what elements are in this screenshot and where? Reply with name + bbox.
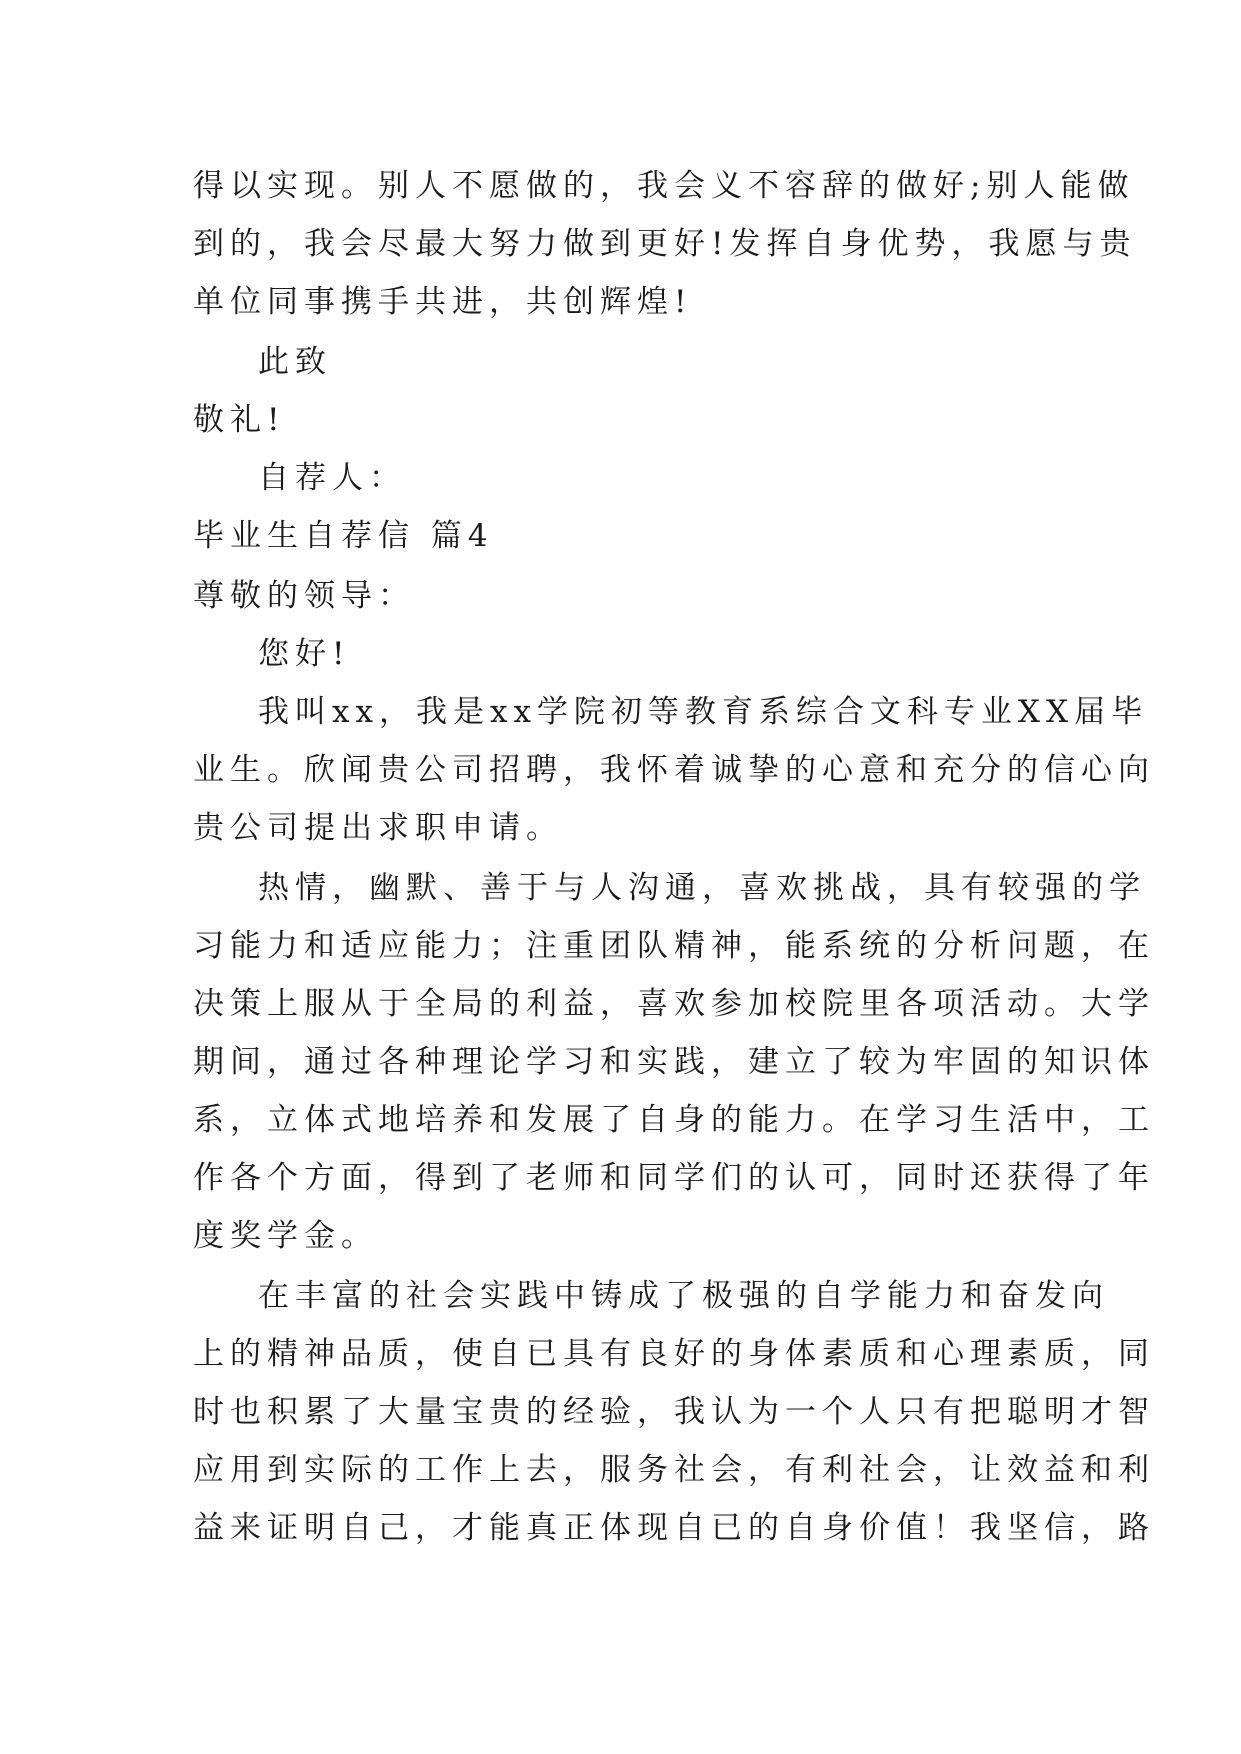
text-line: 上的精神品质，使自已具有良好的身体素质和心理素质，同: [193, 1336, 1155, 1372]
closing-respect: 敬礼!: [193, 402, 286, 438]
text-line: 应用到实际的工作上去，服务社会，有利社会，让效益和利: [193, 1452, 1155, 1488]
text-line: 热情，幽默、善于与人沟通，喜欢挑战，具有较强的学: [258, 870, 1146, 906]
signature-label: 自荐人：: [258, 460, 406, 496]
greeting: 尊敬的领导：: [193, 578, 415, 614]
text-line: 期间，通过各种理论学习和实践，建立了较为牢固的知识体: [193, 1044, 1155, 1080]
greeting-hello: 您好!: [258, 636, 351, 672]
text-line: 作各个方面，得到了老师和同学们的认可，同时还获得了年: [193, 1160, 1155, 1196]
text-line: 习能力和适应能力；注重团队精神，能系统的分析问题，在: [193, 928, 1155, 964]
text-line: 度奖学金。: [193, 1218, 378, 1254]
text-line: 我叫xx，我是xx学院初等教育系综合文科专业XX届毕: [258, 694, 1149, 730]
text-line: 时也积累了大量宝贵的经验，我认为一个人只有把聪明才智: [193, 1394, 1155, 1430]
text-line: 得以实现。别人不愿做的，我会义不容辞的做好;别人能做: [193, 168, 1135, 204]
text-line: 单位同事携手共进，共创辉煌!: [193, 284, 693, 320]
section-heading: 毕业生自荐信 篇4: [193, 518, 494, 554]
text-line: 益来证明自己，才能真正体现自已的自身价值！我坚信，路: [193, 1510, 1155, 1546]
text-line: 系，立体式地培养和发展了自身的能力。在学习生活中，工: [193, 1102, 1155, 1138]
text-line: 到的，我会尽最大努力做到更好!发挥自身优势，我愿与贵: [193, 226, 1137, 262]
closing-salutation: 此致: [258, 344, 332, 380]
text-line: 业生。欣闻贵公司招聘，我怀着诚挚的心意和充分的信心向: [193, 752, 1155, 788]
text-line: 在丰富的社会实践中铸成了极强的自学能力和奋发向: [258, 1278, 1109, 1314]
text-line: 决策上服从于全局的利益，喜欢参加校院里各项活动。大学: [193, 986, 1155, 1022]
text-line: 贵公司提出求职申请。: [193, 810, 563, 846]
